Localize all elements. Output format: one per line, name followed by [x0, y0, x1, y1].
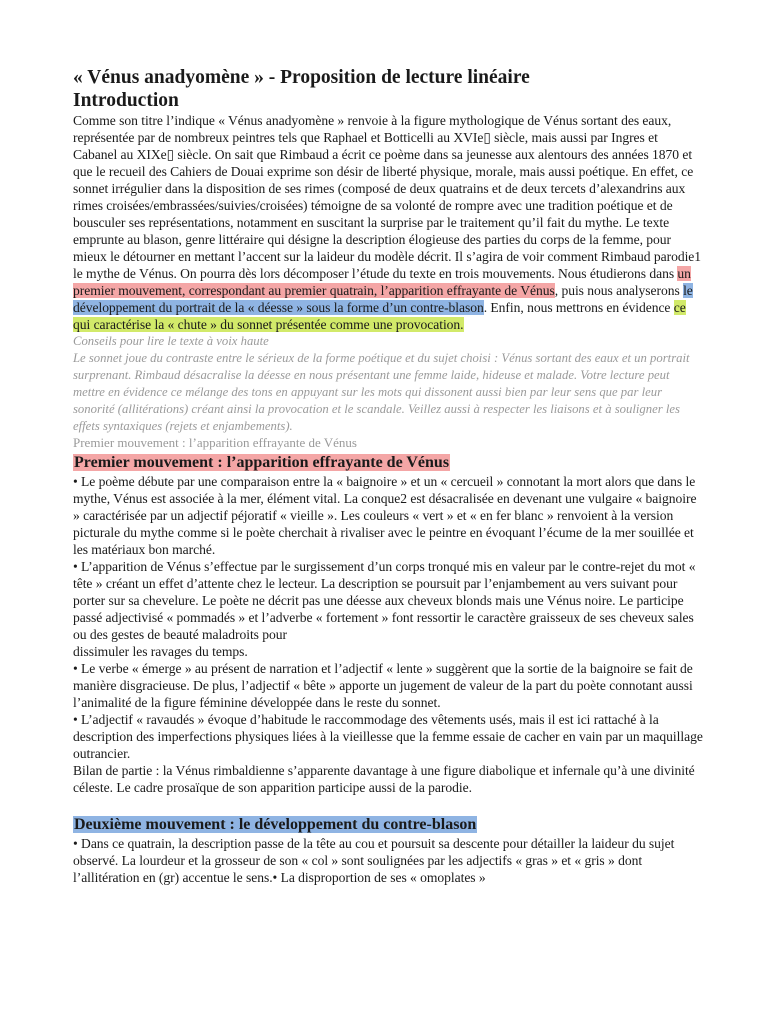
section-1-paragraph-1: • Le poème débute par une comparaison entre la « baignoire » et un « cercueil » connotant la mort alors que dans le mythe, Vénus est associée à la mer, élément vital. La conque2 est désacralisée en devenant une vulgaire « baignoire » caractérisée par un adjectif péjoratif « vieille ». Les couleurs « vert » et « en fer blanc » renvoient à la version picturale du mythe comme si le poète cherchait à rivaliser avec le peintre en évoquant l’écume de la mer souillée et les matériaux bon marché. — [73, 474, 697, 557]
intro-text-3: . Enfin, nous mettrons en évidence — [483, 300, 674, 315]
section-2-paragraph-1: • Dans ce quatrain, la description passe de la tête au cou et poursuit sa descente pour détailler la laideur du sujet observé. La lourdeur et la grosseur de son « col » sont soulignées par les adjectifs « gras » et « gris » dont l’allitération en (gr) accentue le sens.• La disproportion de ses « omoplates » — [73, 836, 675, 885]
highlight-third-movement: ce qui caractérise la « chute » du sonnet présentée comme une provocation. — [73, 300, 686, 332]
highlight-second-movement: le développement du portrait de la « déesse » sous la forme d’un contre-blason — [73, 283, 693, 315]
intro-text-2: , puis nous analyserons — [554, 283, 684, 298]
section-1-paragraph-2: • L’apparition de Vénus s’effectue par le surgissement d’un corps tronqué mis en valeur par le contre-rejet du mot « tête » créant un effet d’attente chez le lecteur. La description se poursuit par l’enjambement au vers suivant pour porter sur sa chevelure. Le poète ne décrit pas une déesse aux cheveux blonds mais une Vénus noire. Le participe passé adjectivisé « pommadés » et l’adverbe « fortement » font ressortir le caractère graisseux de ses cheveux sales ou des gestes de beauté maladroits pour — [73, 559, 696, 642]
section-1-title — [73, 453, 703, 472]
intro-text-1: Comme son titre l’indique « Vénus anadyomène » renvoie à la figure mythologique de Vénus sortant des eaux, représentée par de nombreux peintres tels que Raphael et Botticelli au XVIe▯ siècle, mais aussi par Ingres et Cabanel au XIXe▯ siècle. On sait que Rimbaud a écrit ce poème dans sa jeunesse aux alentours des années 1870 et que le recueil des Cahiers de Douai exprime son désir de liberté physique, morale, mais aussi poétique. En effet, ce sonnet irrégulier dans la disposition de ses rimes (composé de deux quatrains et de deux tercets d’alexandrins aux rimes croisées/embrassées/suivies/croisées) témoigne de sa volonté de rompre avec une tradition poétique et de bousculer ses représentations, notamment en suscitant la surprise par le traitement qu’il fait du mythe. Le texte emprunte au blason, genre littéraire qui désigne la description élogieuse des parties du corps de la femme, pour mieux le détourner en mettant l’accent sur la laideur du modèle décrit. Il s’agira de voir comment Rimbaud parodie1 le mythe de Vénus. On pourra dès lors décomposer l’étude du texte en trois mouvements. Nous étudierons dans — [73, 113, 702, 281]
introduction-heading: Introduction — [73, 90, 179, 111]
section-1-paragraph-3: • Le verbe « émerge » au présent de narration et l’adjectif « lente » suggèrent que la sortie de la baignoire se fait de manière disgracieuse. De plus, l’adjectif « bête » apporte un jugement de valeur de la part du poète connotant aussi l’animalité de la figure féminine développée dans le reste du sonnet. — [73, 661, 693, 710]
advice-body: Le sonnet joue du contraste entre le sérieux de la forme poétique et du sujet choisi : Vénus sortant des eaux et un portrait surprenant. Rimbaud désacralise la déesse en nous présentant une femme laide, hideuse et malade. Votre lecture peut mettre en évidence ce mélange des tons en appuyant sur les mots qui dissonent aussi bien par leur sens que par leur sonorité (allitérations) créant ainsi la provocation et le scandale. Veillez aussi à respecter les liaisons et à souligner les effets syntaxiques (rejets et enjambements). — [73, 351, 690, 433]
section-1-paragraph-4: • L’adjectif « ravaudés » évoque d’habitude le raccommodage des vêtements usés, mais il est ici rattaché à la description des imperfections physiques liées à la vieillesse que la femme essaie de cacher en vain par un maquillage outrancier. — [73, 712, 703, 761]
introduction-paragraph — [73, 112, 703, 333]
spacer — [73, 796, 703, 813]
document-title: « Vénus anadyomène » - Proposition de lecture linéaire — [73, 67, 530, 88]
highlight-first-movement: un premier mouvement, correspondant au premier quatrain, l’apparition effrayante de Vénus — [73, 266, 691, 298]
section-2-title — [73, 815, 703, 834]
reading-advice — [73, 333, 703, 451]
advice-footer: Premier mouvement : l’apparition effrayante de Vénus — [73, 435, 357, 450]
section-1-title-text: Premier mouvement : l’apparition effrayante de Vénus — [74, 454, 450, 471]
advice-title: Conseils pour lire le texte à voix haute — [73, 334, 269, 348]
section-1-paragraph-2b: dissimuler les ravages du temps. — [73, 644, 248, 659]
section-1-summary: Bilan de partie : la Vénus rimbaldienne s’apparente davantage à une figure diabolique et infernale qu’à une divinité céleste. Le cadre prosaïque de son apparition participe aussi de la parodie. — [73, 763, 695, 795]
section-2-title-text: Deuxième mouvement : le développement du contre-blason — [74, 816, 477, 833]
document-body — [73, 66, 703, 886]
